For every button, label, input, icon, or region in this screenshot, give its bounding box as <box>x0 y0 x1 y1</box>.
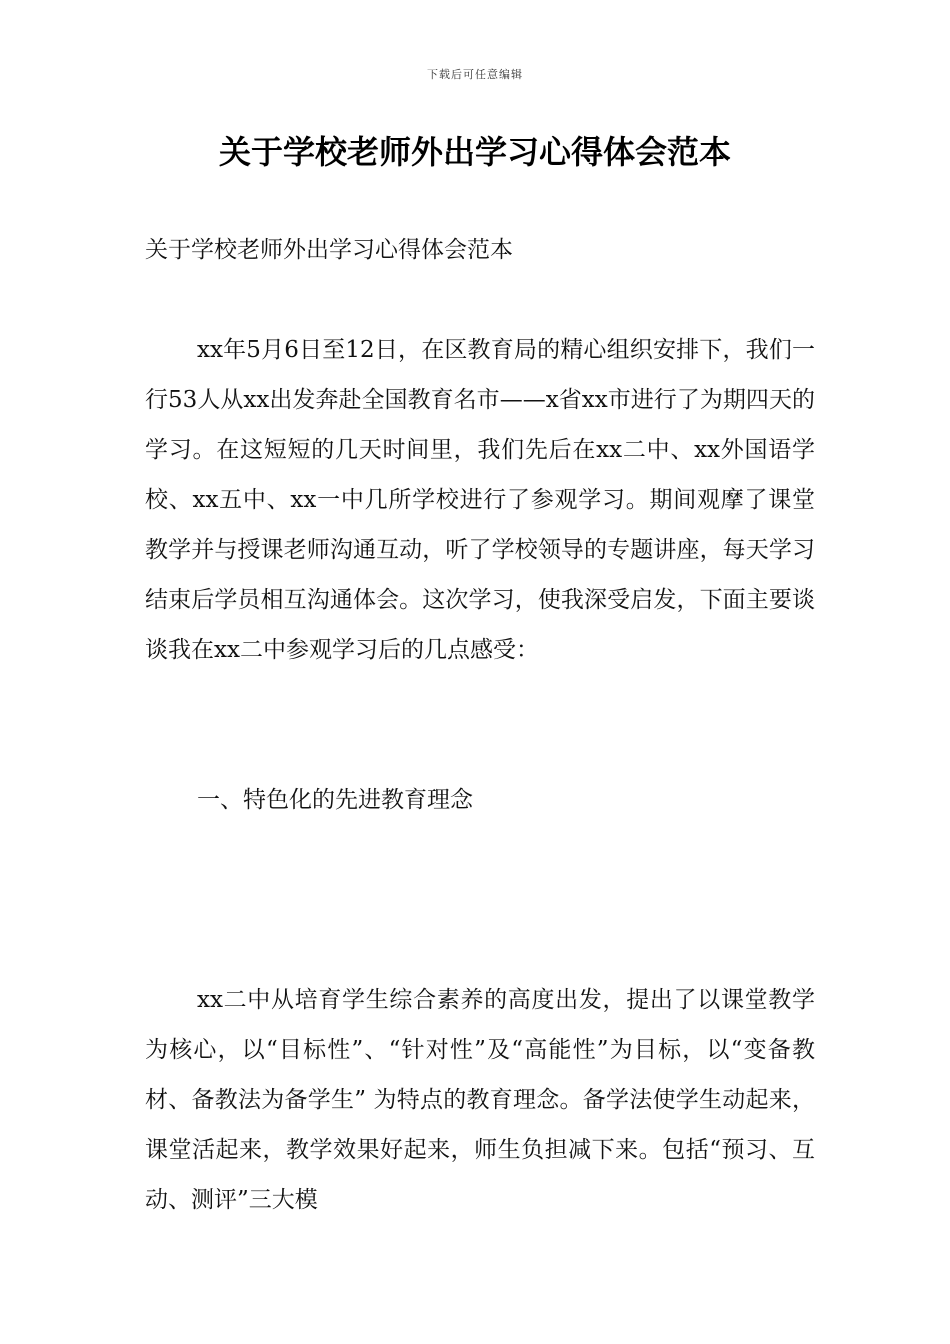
paragraph-education-concept: xx二中从培育学生综合素养的高度出发，提出了以课堂教学为核心，以“目标性”、“针对性”及“高能性”为目标，以“变备教材、备教法为备学生” 为特点的教育理念。备学法使学生动起来，课堂活起来，教学效果好起来，师生负担减下来。包括“预习、互动、测评”三大模 <box>145 987 815 1213</box>
header-note: 下载后可任意编辑 <box>427 68 523 81</box>
section-heading: 一、特色化的先进教育理念 <box>197 787 473 813</box>
document-subtitle: 关于学校老师外出学习心得体会范本 <box>145 237 513 263</box>
document-title: 关于学校老师外出学习心得体会范本 <box>218 133 731 171</box>
paragraph-intro: xx年5月6日至12日，在区教育局的精心组织安排下，我们一行53人从xx出发奔赴全国教育名市——x省xx市进行了为期四天的学习。在这短短的几天时间里，我们先后在xx二中、xx外国语学校、xx五中、xx一中几所学校进行了参观学习。期间观摩了课堂教学并与授课老师沟通互动，听了学校领导的专题讲座，每天学习结束后学员相互沟通体会。这次学习，使我深受启发，下面主要谈谈我在xx二中参观学习后的几点感受： <box>145 337 815 663</box>
